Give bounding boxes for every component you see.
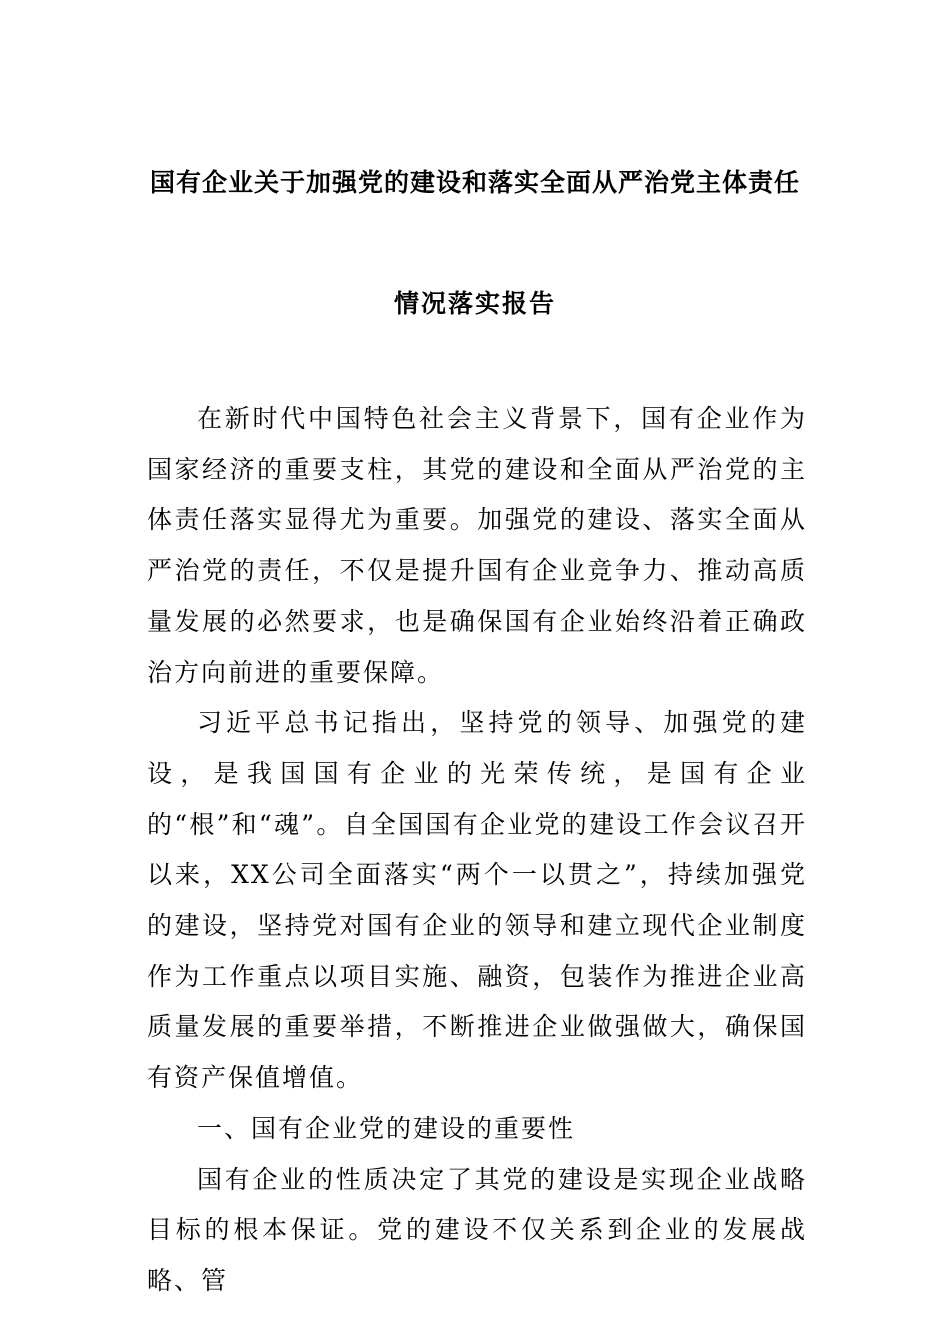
section-heading-1: 一、国有企业党的建设的重要性 (197, 1113, 576, 1143)
document-body (147, 394, 807, 1307)
paragraph-background: 在新时代中国特色社会主义背景下，国有企业作为国家经济的重要支柱，其党的建设和全面从严治党的主体责任落实显得尤为重要。加强党的建设、落实全面从严治党的责任，不仅是提升国有企业竞争力、推动高质量发展的必然要求，也是确保国有企业始终沿着正确政治方向前进的重要保障。 (147, 404, 807, 687)
paragraph-quote: 习近平总书记指出，坚持党的领导、加强党的建设，是我国国有企业的光荣传统，是国有企业的“根”和“魂”。自全国国有企业党的建设工作会议召开以来，XX公司全面落实“两个一以贯之”，持续加强党的建设，坚持党对国有企业的领导和建立现代企业制度作为工作重点以项目实施、融资，包装作为推进企业高质量发展的重要举措，不断推进企业做强做大，确保国有资产保值增值。 (147, 708, 807, 1093)
paragraph-importance: 国有企业的性质决定了其党的建设是实现企业战略目标的根本保证。党的建设不仅关系到企业的发展战略、管 (147, 1164, 807, 1295)
document-title-line-1: 国有企业关于加强党的建设和落实全面从严治党主体责任 (149, 168, 800, 197)
document-title-line-2: 情况落实报告 (393, 289, 556, 318)
